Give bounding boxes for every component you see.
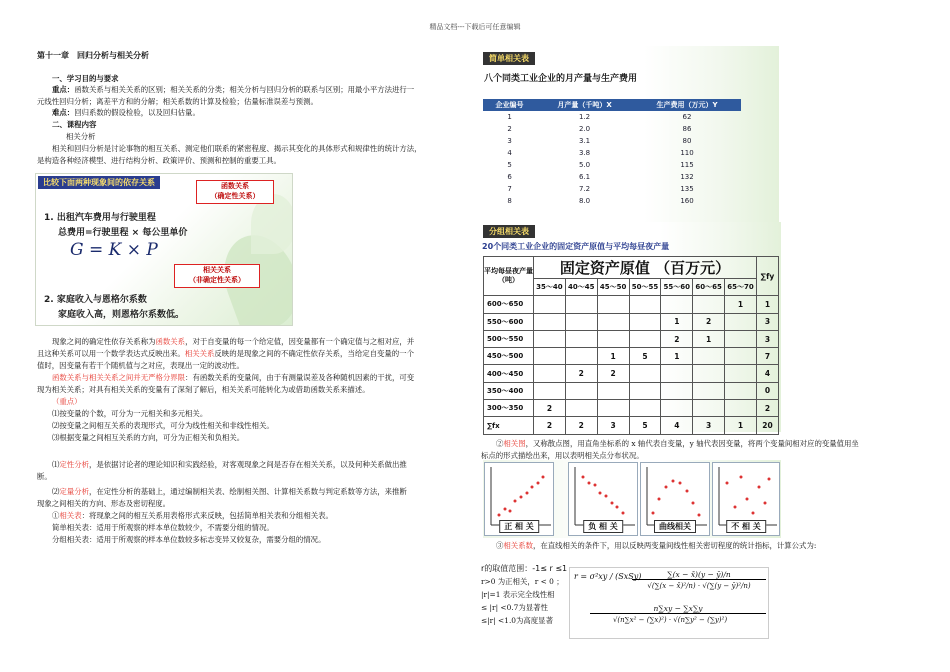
table-cell xyxy=(661,382,693,399)
table-row xyxy=(483,183,741,195)
r-perfect: |r|=1 表示完全线性相 xyxy=(481,590,555,599)
row-label: 500～550 xyxy=(484,330,534,347)
table-cell: 8 xyxy=(507,197,512,205)
row-label: 300～350 xyxy=(484,400,534,417)
table-cell: 6.1 xyxy=(578,173,591,181)
table-row xyxy=(483,135,741,147)
table-cell: 1 xyxy=(507,113,512,121)
table-cell: 132 xyxy=(680,173,694,181)
table-cell: 3 xyxy=(757,313,779,330)
scatter-curvilinear xyxy=(640,462,710,536)
para-boundary-2: 现为相关关系；对具有相关关系的变量有了深刻了解后，相关关系可能转化为或借助函数关系来描述。 xyxy=(37,385,370,394)
table-cell: 5.0 xyxy=(578,161,591,169)
table-cell xyxy=(725,348,757,365)
table-row xyxy=(484,330,779,347)
table-cell: 3 xyxy=(597,417,629,434)
example-1-formula-text: 总费用=行驶里程 × 每公里单价 xyxy=(58,228,188,238)
table-cell: 4 xyxy=(757,365,779,382)
row-label: 350～400 xyxy=(484,382,534,399)
example-2-title: 2. 家庭收入与恩格尔系数 xyxy=(44,295,147,305)
table-cell: 3 xyxy=(757,330,779,347)
table-cell: 160 xyxy=(680,197,694,205)
table-cell: 2 xyxy=(507,125,512,133)
table-cell xyxy=(534,296,566,313)
table-cell xyxy=(565,382,597,399)
intro-line-1: 相关和回归分析是讨论事物的相互关系、测定他们联系的紧密程度、揭示其变化的具体形式和规律性的统计方法， xyxy=(52,144,422,153)
group-table-def: 分组相关表：适用于所观察的样本单位数较多标志变异又较复杂，需要分组的情况。 xyxy=(52,535,326,544)
table-cell xyxy=(629,330,661,347)
group-table-col-4: 55～60 xyxy=(661,279,693,296)
formula-numerator-1: ∑(x − x̄)(y − ȳ)/n xyxy=(632,570,766,580)
table-row xyxy=(483,159,741,171)
subheading-correlation: 相关分析 xyxy=(66,132,96,141)
group-correlation-table xyxy=(483,256,779,435)
table-cell: 1 xyxy=(661,313,693,330)
simple-correlation-table xyxy=(483,99,741,207)
group-table-badge: 分组相关表 xyxy=(483,225,535,238)
scatter-def-2: 标点的形式描绘出来，用以表明相关点分布状况。 xyxy=(481,451,644,460)
table-cell xyxy=(629,400,661,417)
table-row xyxy=(483,195,741,207)
table-cell xyxy=(534,382,566,399)
table-cell xyxy=(629,365,661,382)
key-points-line-1: 重点：函数关系与相关关系的区别；相关关系的分类；相关分析与回归分析的联系与区别；用最小平方法进行一 xyxy=(52,85,415,94)
scatter-positive-label: 正 相 关 xyxy=(499,520,539,533)
table-cell: 7 xyxy=(507,185,512,193)
table-cell xyxy=(629,382,661,399)
key-points-line-2: 元线性回归分析；离差平方和的分解；相关系数的计算及检验；估量标准误差与预测。 xyxy=(37,97,318,106)
scatter-curvilinear-label: 曲线相关 xyxy=(654,520,696,533)
scatter-positive xyxy=(484,462,554,536)
table-row xyxy=(484,417,779,434)
table-cell: 2 xyxy=(597,365,629,382)
table-cell xyxy=(693,348,725,365)
table-cell: 2 xyxy=(534,417,566,434)
group-table-sum-col: ∑fy xyxy=(757,257,779,296)
example-1-title: 1. 出租汽车费用与行驶里程 xyxy=(44,213,156,223)
quantitative-2: 现象之间相关的方向、形态及密切程度。 xyxy=(37,499,171,508)
r-significant: ≤ |r| <0.7为显著性 xyxy=(481,603,548,612)
para-boundary-1: 函数关系与相关关系之间并无严格分界限：有函数关系的变量间，由于有测量误差及各种随机因素的干扰，可变 xyxy=(52,373,415,382)
group-table-col-0: 35～40 xyxy=(534,279,566,296)
table-cell: 20 xyxy=(757,417,779,434)
table-cell: 3 xyxy=(507,137,512,145)
table-cell: 1 xyxy=(693,330,725,347)
formula-numerator-2: n∑xy − ∑x∑y xyxy=(590,604,766,614)
table-cell xyxy=(565,400,597,417)
table-cell: 62 xyxy=(682,113,692,121)
table-cell: 2 xyxy=(693,313,725,330)
group-table-corner: 平均每昼夜产量（吨） xyxy=(484,257,534,296)
qualitative-1: ⑴定性分析，是依据讨论者的理论知识和实践经验，对客观现象之间是否存在相关关系，以及何种关系做出推 xyxy=(52,460,407,469)
classification-1: ⑴按变量的个数，可分为一元相关和多元相关。 xyxy=(52,409,208,418)
table-cell: 115 xyxy=(680,161,694,169)
table-cell xyxy=(597,296,629,313)
table-cell xyxy=(661,296,693,313)
table-cell xyxy=(661,365,693,382)
key-label: （重点） xyxy=(52,397,82,406)
table-cell: 2.0 xyxy=(578,125,591,133)
formula-gkp: G = K × P xyxy=(70,240,158,260)
table-row xyxy=(483,147,741,159)
chapter-title: 第十一章 回归分析与相关分析 xyxy=(37,50,149,60)
table-cell: 2 xyxy=(534,400,566,417)
table-cell xyxy=(629,296,661,313)
slide-dependency-comparison xyxy=(35,173,293,326)
scatter-negative xyxy=(568,462,638,536)
table-cell xyxy=(693,296,725,313)
group-table-col-2: 45～50 xyxy=(597,279,629,296)
table-cell xyxy=(725,365,757,382)
scatter-def-1: ②相关图，又称散点图，用直角坐标系的 x 轴代表自变量，y 轴代表因变量，将两个变量间相对应的变量值用坐 xyxy=(496,439,859,448)
para-correlation-2: 值时，因变量有若干个随机值与之对应，表现出一定的波动性。 xyxy=(37,361,244,370)
table-row xyxy=(484,400,779,417)
table-cell: 3.8 xyxy=(578,149,591,157)
table-cell: 2 xyxy=(565,365,597,382)
table-cell xyxy=(725,313,757,330)
table-row xyxy=(483,171,741,183)
row-label: 600～650 xyxy=(484,296,534,313)
coefficient-def: ③相关系数，在直线相关的条件下，用以反映两变量间线性相关密切程度的统计指标，计算公式为: xyxy=(496,541,817,550)
table-cell: 3 xyxy=(693,417,725,434)
table-cell: 2 xyxy=(565,417,597,434)
r-positive-negative: r>0 为正相关，r < 0 ； xyxy=(481,577,564,586)
table-cell xyxy=(565,296,597,313)
table-cell xyxy=(693,400,725,417)
r-range: r的取值范围：-1≤ r ≤1 xyxy=(481,564,568,573)
row-label: 550～600 xyxy=(484,313,534,330)
table-cell: 3.1 xyxy=(578,137,591,145)
table-row xyxy=(484,313,779,330)
table-cell: 135 xyxy=(680,185,694,193)
table-cell xyxy=(597,313,629,330)
table-cell: 0 xyxy=(757,382,779,399)
table-cell: 86 xyxy=(682,125,692,133)
table-cell xyxy=(597,400,629,417)
table-cell xyxy=(565,348,597,365)
table-cell xyxy=(534,348,566,365)
scatter-uncorrelated-label: 不 相 关 xyxy=(726,520,766,533)
table-cell: 1 xyxy=(725,417,757,434)
table-cell xyxy=(597,382,629,399)
table-cell: 1 xyxy=(597,348,629,365)
group-table-col-3: 50～55 xyxy=(629,279,661,296)
section-heading-2: 二、课程内容 xyxy=(52,120,97,129)
intro-line-2: 是构造各种经济模型、进行结构分析、政策评价、预测和控制的重要工具。 xyxy=(37,156,281,165)
table-cell: 5 xyxy=(629,417,661,434)
para-function-1: 现象之间的确定性依存关系称为函数关系，对于自变量的每一个给定值，因变量都有一个确定值与之相对应，并 xyxy=(52,337,415,346)
correlation-table-def: ①相关表：将现象之间的相互关系用表格形式来反映，包括简单相关表和分组相关表。 xyxy=(52,511,333,520)
quantitative-1: ⑵定量分析，在定性分析的基础上，通过编制相关表、绘制相关图、计算相关系数与判定系数等方法，来推断 xyxy=(52,487,407,496)
table-cell xyxy=(534,365,566,382)
simple-table-header-2: 生产费用（万元）Y xyxy=(633,99,741,111)
table-row xyxy=(483,123,741,135)
row-label: 450～500 xyxy=(484,348,534,365)
table-row xyxy=(484,348,779,365)
difficult-points: 难点：回归系数的假设检验，以及回归估量。 xyxy=(52,108,200,117)
section-heading-1: 一、学习目的与要求 xyxy=(52,74,119,83)
table-cell xyxy=(693,382,725,399)
table-cell xyxy=(534,313,566,330)
table-cell: 7 xyxy=(757,348,779,365)
scatter-negative-label: 负 相 关 xyxy=(583,520,623,533)
table-cell xyxy=(693,365,725,382)
formula-denominator-1: √(∑(x − x̄)²/n) · √(∑(y − ȳ)²/n) xyxy=(647,582,751,590)
table-cell xyxy=(725,382,757,399)
formula-denominator-2: √(n∑x² − (∑x)²) · √(n∑y² − (∑y)²) xyxy=(612,616,728,624)
page-header: 精品文档---下载后可任意编辑 xyxy=(429,23,521,31)
slide-title: 比较下面两种现象间的依存关系 xyxy=(38,176,160,189)
qualitative-2: 断。 xyxy=(37,472,52,481)
row-label: 400～450 xyxy=(484,365,534,382)
table-cell: 1.2 xyxy=(578,113,591,121)
table-cell: 1 xyxy=(725,296,757,313)
table-cell: 2 xyxy=(661,330,693,347)
table-row xyxy=(484,365,779,382)
group-table-header: 固定资产原值 （百万元） xyxy=(534,257,757,279)
correlation-formula xyxy=(569,567,769,639)
formula-line-1: r = σ²xy / (SxSy) xyxy=(574,572,642,581)
table-cell xyxy=(534,330,566,347)
table-cell xyxy=(725,330,757,347)
simple-table-def: 简单相关表：适用于所观察的样本单位数较少，不需要分组的情况。 xyxy=(52,523,274,532)
table-cell: 1 xyxy=(661,348,693,365)
table-row xyxy=(484,382,779,399)
simple-table-header-0: 企业编号 xyxy=(483,99,536,111)
table-cell xyxy=(725,400,757,417)
table-cell xyxy=(597,330,629,347)
table-row xyxy=(483,111,741,123)
table-cell: 5 xyxy=(507,161,512,169)
table-cell: 2 xyxy=(757,400,779,417)
table-cell xyxy=(629,313,661,330)
table-cell xyxy=(565,313,597,330)
table-cell: 5 xyxy=(629,348,661,365)
group-table-col-5: 60～65 xyxy=(693,279,725,296)
simple-table-header-1: 月产量（千吨）X xyxy=(536,99,633,111)
simple-table-badge: 简单相关表 xyxy=(483,52,535,65)
scatter-uncorrelated xyxy=(712,462,780,536)
group-table-title: 20个同类工业企业的固定资产原值与平均每昼夜产量 xyxy=(482,242,670,251)
table-cell: 1 xyxy=(757,296,779,313)
table-cell: 6 xyxy=(507,173,512,181)
table-cell: 4 xyxy=(507,149,512,157)
group-table-col-1: 40～45 xyxy=(565,279,597,296)
classification-3: ⑶根据变量之间相互关系的方向，可分为正相关和负相关。 xyxy=(52,433,245,442)
table-cell: 80 xyxy=(682,137,692,145)
example-2-text: 家庭收入高，则恩格尔系数低。 xyxy=(58,310,185,320)
table-cell: 7.2 xyxy=(578,185,591,193)
table-cell xyxy=(661,400,693,417)
table-cell xyxy=(565,330,597,347)
classification-2: ⑵按变量之间相互关系的表现形式，可分为线性相关和非线性相关。 xyxy=(52,421,274,430)
function-relation-label: 函数关系 （确定性关系） xyxy=(196,180,274,204)
correlation-relation-label: 相关关系 （非确定性关系） xyxy=(174,264,260,288)
table-row xyxy=(484,296,779,313)
simple-table-title: 八个同类工业企业的月产量与生产费用 xyxy=(484,74,638,84)
para-function-2: 且这种关系可以用一个数学表达式反映出来。相关关系反映的是现象之间的不确定性依存关系，当给定自变量的一个 xyxy=(37,349,414,358)
r-highly-significant: ≤|r| <1.0为高度显著 xyxy=(481,616,553,625)
table-cell: 8.0 xyxy=(578,197,591,205)
group-table-col-6: 65～70 xyxy=(725,279,757,296)
row-label: ∑fx xyxy=(484,417,534,434)
table-cell: 110 xyxy=(680,149,694,157)
table-cell: 4 xyxy=(661,417,693,434)
